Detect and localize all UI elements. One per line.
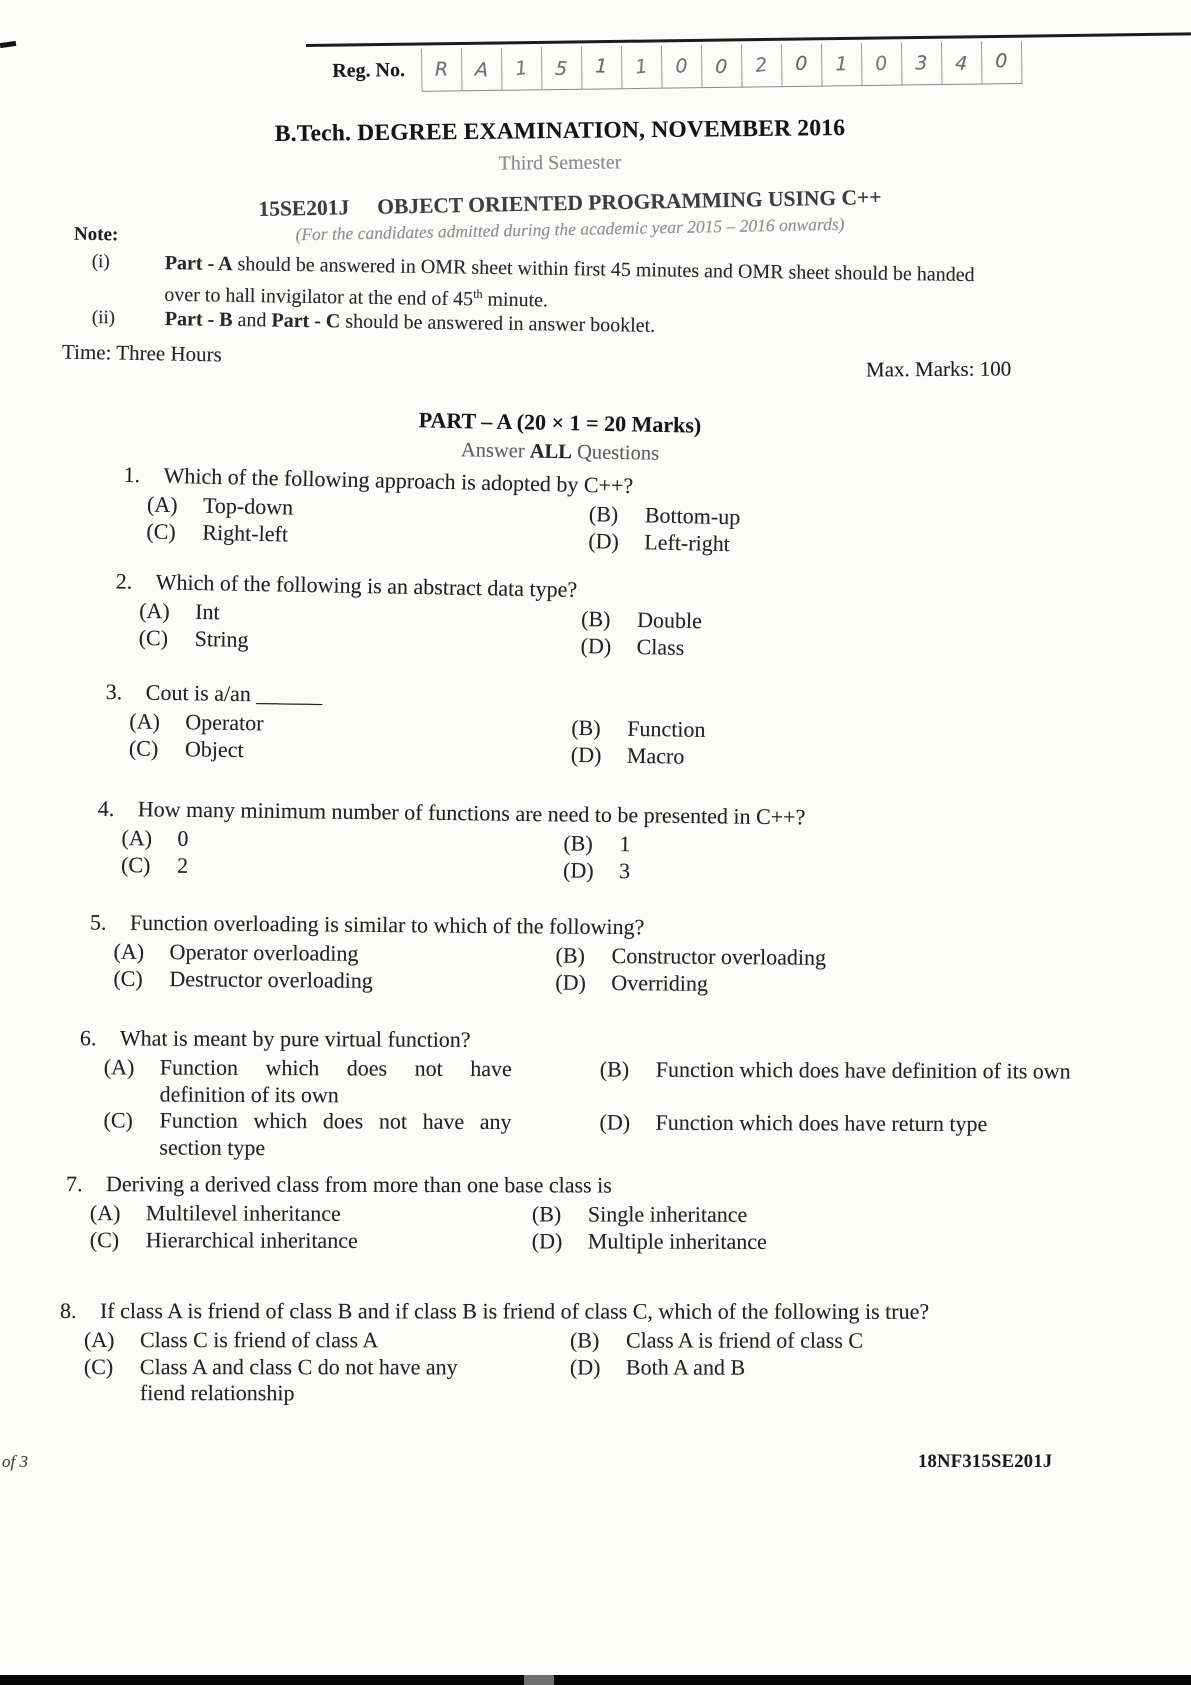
reg-no-cell: 1 — [502, 47, 543, 91]
question-6 — [35, 1024, 1158, 1165]
option-label: (B) — [555, 942, 586, 968]
question-number: 2. — [115, 568, 133, 594]
option-text: Function which does have return type — [655, 1109, 988, 1137]
option-a — [90, 1200, 532, 1228]
question-text: Deriving a derived class from more than one base class is — [105, 1171, 612, 1198]
option-label: (C) — [113, 965, 143, 991]
question-text: If class A is friend of class B and if class B is friend of class C, which of the following is true? — [99, 1298, 930, 1324]
question-number: 5. — [89, 909, 107, 935]
reg-no-cell: 1 — [582, 46, 623, 90]
option-text: Multilevel inheritance — [145, 1200, 341, 1226]
note-text: Part - A should be answered in OMR sheet within first 45 minutes and OMR sheet should be handed over to hall invigilator at the end of 45th minute. — [164, 252, 975, 312]
option-c — [90, 1227, 532, 1255]
option-text: Destructor overloading — [169, 965, 373, 993]
question-text: Function overloading is similar to which of the following? — [129, 909, 645, 940]
option-text: Class C is friend of class A — [139, 1327, 379, 1353]
question-3 — [35, 677, 1158, 777]
option-label: (B) — [580, 606, 611, 632]
option-label: (C) — [128, 734, 159, 761]
reg-no-cell: R — [422, 48, 463, 92]
option-d — [532, 1228, 1158, 1256]
reg-no-cell: 0 — [662, 45, 703, 89]
options — [66, 1200, 1158, 1256]
questions-list — [36, 459, 1158, 1407]
reg-no-cell: 0 — [862, 43, 903, 87]
option-label: (A) — [138, 597, 170, 624]
option-label: (A) — [89, 1200, 121, 1226]
question-number: 8. — [59, 1298, 77, 1324]
reg-no-cell: 4 — [942, 41, 983, 85]
option-b — [532, 1201, 1158, 1229]
admission-note: (For the candidates admitted during the academic year 2015 – 2016 onwards) — [295, 213, 845, 245]
bottom-scan-edge — [0, 1675, 1191, 1685]
semester: Third Semester — [498, 151, 622, 175]
option-b — [600, 1056, 1158, 1111]
footer-page-marker: of 3 — [2, 1452, 28, 1471]
reg-no-cell: 0 — [782, 44, 823, 88]
reg-no-label: Reg. No. — [332, 59, 406, 82]
note-number: (ii) — [91, 306, 116, 329]
reg-no-cell: 1 — [622, 46, 663, 90]
question-paper-code: 18NF315SE201J — [918, 1452, 1053, 1472]
option-label: (B) — [563, 830, 593, 856]
option-label: (C) — [138, 624, 169, 650]
question-number: 6. — [79, 1025, 97, 1051]
option-text: Constructor overloading — [611, 943, 827, 970]
course-code: 15SE201J — [258, 195, 350, 221]
option-d — [570, 1354, 1158, 1408]
option-c — [84, 1354, 570, 1407]
question-5 — [35, 908, 1158, 1001]
option-text: Hierarchical inheritance — [145, 1226, 358, 1253]
option-label: (A) — [113, 938, 145, 964]
option-text: 2 — [176, 852, 189, 878]
reg-no-cell: 2 — [742, 44, 783, 88]
option-label: (D) — [580, 632, 612, 659]
option-label: (A) — [129, 708, 161, 734]
option-text: Class — [636, 633, 685, 660]
question-text: Cout is a/an ______ — [145, 679, 323, 708]
option-c — [121, 852, 563, 884]
option-text: Overriding — [611, 969, 709, 996]
question-number: 7. — [65, 1171, 83, 1197]
option-a — [114, 939, 556, 969]
question-text: What is meant by pure virtual function? — [119, 1025, 471, 1052]
reg-no-table — [332, 41, 1022, 93]
note-number: (i) — [91, 250, 110, 273]
option-label: (B) — [599, 1056, 630, 1082]
reg-no-cell: 3 — [902, 42, 943, 86]
question-2 — [34, 566, 1157, 670]
question-text: Which of the following is an abstract data type? — [155, 569, 578, 602]
option-label: (D) — [562, 856, 594, 883]
question-text: How many minimum number of functions are need to be presented in C++? — [137, 796, 806, 830]
option-label: (A) — [146, 491, 178, 518]
part-a-heading: PART – A (20 × 1 = 20 Marks) — [418, 407, 702, 438]
note-text: Part - B and Part - C should be answered in answer booklet. — [164, 308, 656, 337]
option-a — [84, 1327, 570, 1354]
option-text: 0 — [177, 825, 189, 851]
question-4 — [35, 794, 1158, 891]
option-label: (C) — [83, 1353, 114, 1379]
option-label: (C) — [146, 517, 177, 544]
options — [60, 1327, 1158, 1407]
reg-no-cell: 1 — [822, 43, 863, 87]
option-text: Multiple inheritance — [587, 1227, 767, 1254]
question-number: 4. — [97, 795, 115, 821]
option-text: Bottom-up — [644, 502, 741, 530]
option-text: Top-down — [202, 492, 294, 520]
option-text: Class A and class C do not have any fiend relationship — [139, 1353, 458, 1406]
option-label: (B) — [588, 501, 619, 527]
option-text: Operator overloading — [169, 939, 359, 966]
options — [97, 825, 1158, 891]
option-text: Function — [627, 715, 706, 742]
option-a — [104, 1054, 600, 1109]
option-text: Right-left — [202, 519, 289, 547]
option-text: Class A is friend of class C — [625, 1327, 864, 1353]
question-1 — [34, 459, 1158, 566]
option-text: Function which does have definition of its own — [655, 1056, 1071, 1084]
option-text: String — [194, 625, 249, 652]
option-label: (D) — [569, 1353, 601, 1379]
reg-no-cell: 5 — [542, 47, 583, 91]
scan-edge-dash — [0, 41, 16, 48]
option-text: Function which does not have any section type — [159, 1107, 512, 1160]
reg-no-cell: 0 — [982, 41, 1023, 85]
option-text: Operator — [185, 709, 264, 736]
reg-no-cells — [421, 41, 1023, 92]
time-allowed: Time: Three Hours — [61, 339, 223, 367]
question-number: 1. — [123, 461, 141, 488]
option-text: Single inheritance — [587, 1201, 748, 1227]
option-c — [113, 965, 555, 995]
option-text: 1 — [619, 831, 631, 857]
option-label: (D) — [588, 527, 620, 554]
reg-no-cell: A — [462, 48, 503, 92]
max-marks: Max. Marks: 100 — [865, 356, 1012, 382]
option-text: 3 — [618, 857, 631, 883]
option-label: (B) — [571, 714, 601, 741]
part-a-subheading: Answer ALL Questions — [460, 439, 660, 465]
option-text: Object — [184, 735, 244, 762]
option-label: (D) — [555, 969, 587, 995]
option-text: Function which does not have definition of its own — [159, 1054, 512, 1107]
exam-title: B.Tech. DEGREE EXAMINATION, NOVEMBER 2016 — [274, 115, 846, 147]
option-text: Both A and B — [625, 1354, 746, 1380]
course-title: OBJECT ORIENTED PROGRAMMING USING C++ — [377, 185, 882, 219]
option-label: (A) — [121, 825, 153, 851]
option-b — [570, 1327, 1158, 1354]
option-label: (C) — [89, 1226, 120, 1252]
option-d — [555, 969, 1157, 1001]
option-label: (D) — [570, 741, 602, 767]
option-d — [599, 1109, 1157, 1164]
option-text: Double — [636, 607, 703, 634]
note-label: Note: — [73, 223, 119, 246]
option-label: (C) — [103, 1107, 133, 1133]
option-label: (C) — [120, 851, 151, 877]
option-text: Left-right — [644, 528, 731, 556]
question-text: Which of the following approach is adopted by C++? — [163, 462, 634, 499]
option-label: (B) — [569, 1327, 600, 1353]
question-number: 3. — [105, 679, 123, 705]
question-8 — [36, 1297, 1158, 1407]
option-label: (B) — [531, 1201, 562, 1227]
option-label: (D) — [531, 1227, 563, 1253]
options — [79, 1054, 1157, 1165]
question-7 — [36, 1170, 1158, 1256]
option-c — [103, 1107, 599, 1162]
option-c — [129, 735, 571, 768]
reg-no-cell: 0 — [702, 45, 743, 89]
option-label: (A) — [103, 1054, 135, 1080]
option-text: Int — [194, 598, 220, 625]
options — [89, 938, 1157, 1000]
option-text: Macro — [626, 742, 685, 769]
option-label: (D) — [599, 1109, 631, 1135]
option-label: (A) — [83, 1327, 115, 1353]
